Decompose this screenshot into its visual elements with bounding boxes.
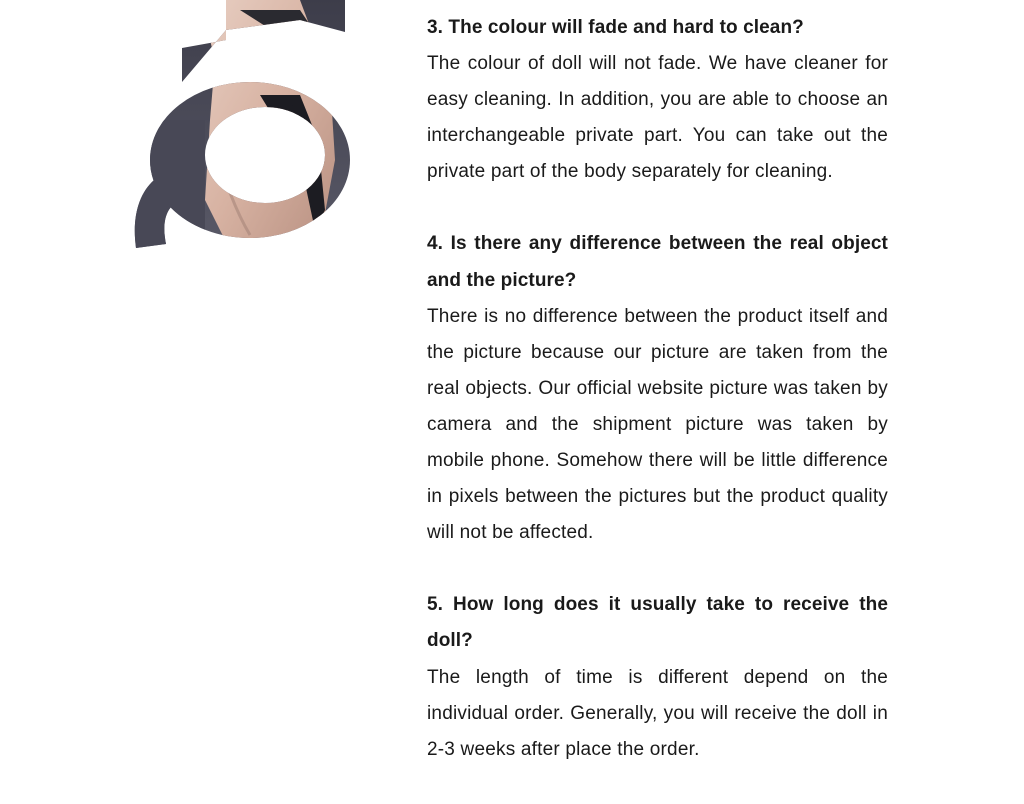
letter-photo-fill (120, 0, 360, 260)
faq-item (427, 10, 888, 190)
faq-answer: The colour of doll will not fade. We have cleaner for easy cleaning. In addition, you are able to choose an interchangeable private part. You can take out the private part of the body separately for cleaning. (427, 53, 888, 183)
faq-item (427, 226, 888, 551)
faq-section (427, 10, 888, 804)
faq-item (427, 587, 888, 767)
faq-answer: The length of time is different depend on the individual order. Generally, you will receive the doll in 2-3 weeks after place the order. (427, 666, 888, 760)
photo-letter-artwork (0, 0, 380, 300)
faq-question: 4. Is there any difference between the real object and the picture? (427, 233, 888, 291)
faq-question: 5. How long does it usually take to receive the doll? (427, 594, 888, 652)
decorative-photo-lettering (0, 0, 380, 300)
faq-question: 3. The colour will fade and hard to clean? (427, 17, 804, 38)
faq-answer: There is no difference between the product itself and the picture because our picture are taken from the real objects. Our official website picture was taken by camera and the shipment picture was taken by mobile phone. Somehow there will be little difference in pixels between the pictures but the product quality will not be affected. (427, 305, 888, 544)
